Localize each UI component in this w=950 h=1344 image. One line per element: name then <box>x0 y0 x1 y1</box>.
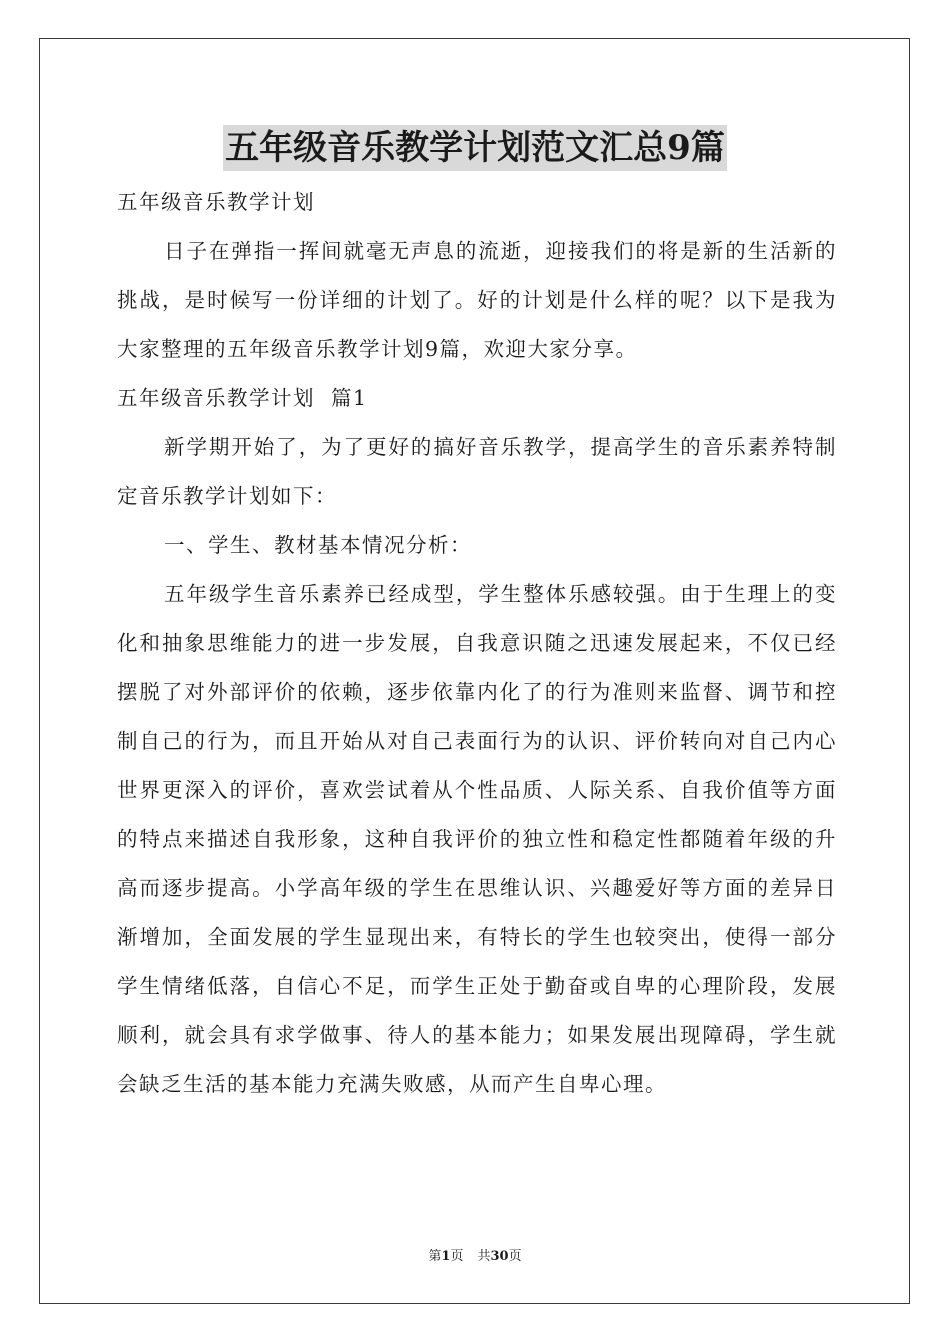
body-paragraph: 五年级学生音乐素养已经成型，学生整体乐感较强。由于生理上的变化和抽象思维能力的进一步发展，自我意识随之迅速发展起来，不仅已经摆脱了对外部评价的依赖，逐步依靠内化了的行为准则来监督、调节和控制自己的行为，而且开始从对自己表面行为的认识、评价转向对自己内心世界更深入的评价，喜欢尝试着从个性品质、人际关系、自我价值等方面的特点来描述自我形象，这种自我评价的独立性和稳定性都随着年级的升高而逐步提高。小学高年级的学生在思维认识、兴趣爱好等方面的差异日渐增加，全面发展的学生显现出来，有特长的学生也较突出，使得一部分学生情绪低落，自信心不足，而学生正处于勤奋或自卑的心理阶段，发展顺利，就会具有求学做事、待人的基本能力；如果发展出现障碍，学生就会缺乏生活的基本能力充满失败感，从而产生自卑心理。 <box>117 582 837 1096</box>
section-heading: 五年级音乐教学计划 <box>117 190 315 214</box>
subsection-heading: 一、学生、教材基本情况分析： <box>164 533 472 557</box>
document-body <box>117 178 837 1109</box>
page-number: 1 <box>441 1249 451 1264</box>
total-pages: 30 <box>490 1249 509 1264</box>
title-container <box>0 125 950 171</box>
intro-paragraph: 日子在弹指一挥间就毫无声息的流逝，迎接我们的将是新的生活新的挑战，是时候写一份详细的计划了。好的计划是什么样的呢？以下是我为大家整理的五年级音乐教学计划9篇，欢迎大家分享。 <box>117 239 837 361</box>
section-heading: 五年级音乐教学计划 篇1 <box>117 386 368 410</box>
document-title: 五年级音乐教学计划范文汇总9篇 <box>223 125 727 171</box>
total-suffix: 页 <box>508 1249 522 1264</box>
page-prefix: 第 <box>428 1249 442 1264</box>
page-footer <box>0 1248 950 1266</box>
total-prefix: 共 <box>477 1249 491 1264</box>
body-paragraph: 新学期开始了，为了更好的搞好音乐教学，提高学生的音乐素养特制定音乐教学计划如下： <box>117 435 837 508</box>
page-suffix: 页 <box>450 1249 464 1264</box>
